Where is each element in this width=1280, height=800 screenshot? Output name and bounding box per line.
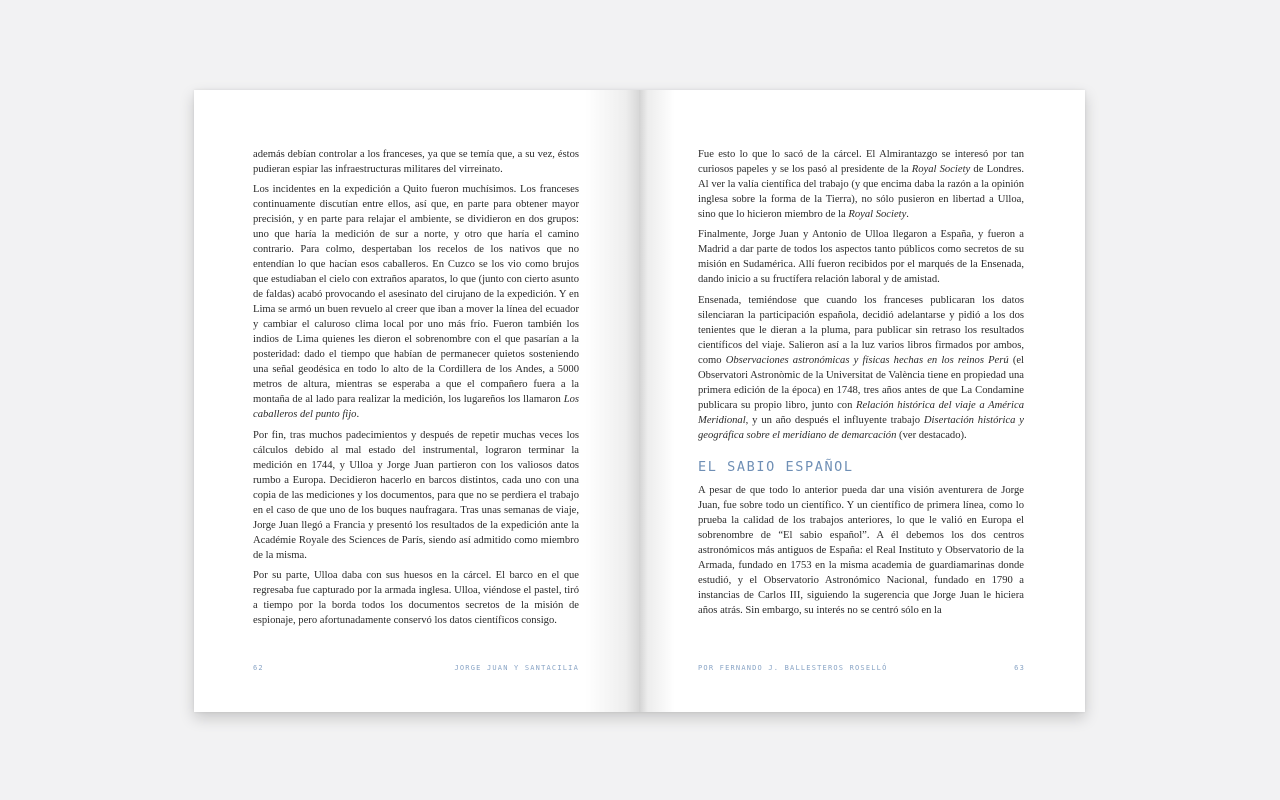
right-page bbox=[639, 90, 1085, 712]
text-run: Por fin, tras muchos padecimientos y después de repetir muchas veces los cálculos debido al mal estado del instrumental, lograron terminar la medición en 1744, y Ulloa y Jorge Juan partieron con los valiosos datos rumbo a Europa. Decidieron hacerlo en barcos distintos, cada uno con una copia de las mediciones y los documentos, para que no se perdiera el trabajo en el caso de que uno de los buques naufragara. Tras unas semanas de viaje, Jorge Juan llegó a Francia y presentó los resultados de la expedición ante la Académie Royale des Sciences de París, siendo así admitido como miembro de la misma. bbox=[253, 429, 579, 561]
open-book bbox=[194, 90, 1085, 712]
page-number-left: 62 bbox=[253, 664, 264, 672]
text-run: Finalmente, Jorge Juan y Antonio de Ulloa llegaron a España, y fueron a Madrid a dar parte de todos los aspectos tanto públicos como secretos de su misión en Sudamérica. Allí fueron recibidos por el marqués de la Ensenada, dando inicio a su fructífera relación laboral y de amistad. bbox=[698, 229, 1024, 286]
italic-text: Royal Society bbox=[848, 209, 907, 220]
paragraph bbox=[698, 227, 1024, 287]
right-page-body bbox=[698, 147, 1024, 623]
right-page-paragraphs-after bbox=[698, 483, 1024, 618]
left-page bbox=[194, 90, 639, 712]
paragraph bbox=[698, 147, 1024, 222]
paragraph bbox=[253, 568, 579, 628]
running-author: POR FERNANDO J. BALLESTEROS ROSELLÓ bbox=[698, 664, 888, 672]
text-run: (ver destacado). bbox=[896, 429, 967, 441]
italic-text: Disertación histórica y geográfica sobre el meridiano de demarcación bbox=[698, 414, 1025, 441]
text-run: de Londres. Al ver la valía científica del trabajo (y que encima daba la razón a la opinión inglesa sobre la forma de la Tierra), no sólo pusieron en libertad a Ulloa, sino que lo hicieron miembro de la bbox=[698, 164, 1024, 220]
page-number-right: 63 bbox=[1014, 664, 1025, 672]
italic-text: Observaciones astronómicas y físicas hechas en los reinos Perú bbox=[725, 354, 1009, 366]
text-run: Ensenada, temiéndose que cuando los franceses publicaran los datos silenciaran la participación española, decidió adelantarse y pidió a los dos tenientes que le dieran a la pluma, para publicar sin retraso los resultados científicos del viaje. Salieron así a la luz varios libros firmados por ambos, como bbox=[698, 294, 1024, 366]
text-run: , y un año después el influyente trabajo bbox=[745, 414, 924, 426]
section-heading: EL SABIO ESPAÑOL bbox=[698, 458, 854, 475]
right-page-paragraphs bbox=[698, 147, 1024, 443]
text-run: A pesar de que todo lo anterior pueda dar una visión aventurera de Jorge Juan, fue sobre todo un científico. Y un científico de primera línea, como lo prueba la calidad de los trabajos anteriores, lo que le valió en Europa el sobrenombre de “El sabio español”. A él debemos los dos centros astronómicos más antiguos de España: el Real Instituto y Observatorio de la Armada, fundado en 1753 en la misma academia de guardiamarinas donde estudió, y el Observatorio Astronómico Nacional, fundado en 1790 a instancias de Carlos III, siguiendo la sugerencia que Jorge Juan le hiciera años atrás. Sin embargo, su interés no se centró sólo en la bbox=[698, 484, 1024, 616]
text-run: Los incidentes en la expedición a Quito fueron muchísimos. Los franceses continuamente discutían entre ellos, así que, en parte para obtener mayor precisión, y en parte para relajar el ambiente, se dividieron en dos grupos: uno que haría la medición de sur a norte, y otro que haría el camino contrario. Para colmo, despertaban los recelos de los nativos que no entendían lo que hacían esos caballeros. En Cuzco se los vio como brujos que estudiaban el cielo con extraños aparatos, lo que (junto con cierto asunto de faldas) acabó provocando el asesinato del cirujano de la expedición. Y en Lima se armó un buen revuelo al creer que iban a mover la línea del ecuador y cambiar el caluroso clima local por uno más frío. Fueron también los indios de Lima quienes les dieron el sobrenombre con el que pasarían a la posteridad: dado el tiempo que habían de permanecer quietos sosteniendo una señal geodésica en todo lo alto de la Cordillera de los Andes, a 5000 metros de altura, mientras se esperaba a que el compañero fuera a la montaña de al lado para realizar la medición, los lugareños los llamaron bbox=[253, 184, 579, 406]
italic-text: Los caballeros del punto fijo bbox=[253, 394, 579, 421]
text-run: además debían controlar a los franceses, ya que se temía que, a su vez, éstos pudieran espiar las infraestructuras militares del virreinato. bbox=[253, 149, 579, 175]
paragraph bbox=[698, 483, 1024, 618]
text-run: . bbox=[906, 209, 909, 220]
text-run: . bbox=[356, 409, 360, 421]
paragraph bbox=[253, 147, 579, 177]
paragraph bbox=[698, 293, 1024, 443]
text-run: Fue esto lo que lo sacó de la cárcel. El Almirantazgo se interesó por tan curiosos papeles y se los pasó al presidente de la bbox=[698, 149, 1024, 175]
left-page-body bbox=[253, 147, 579, 634]
italic-text: Relación histórica del viaje a América Meridional bbox=[698, 399, 1024, 426]
italic-text: Royal Society bbox=[911, 164, 971, 175]
paragraph bbox=[253, 182, 579, 422]
text-run: (el Observatori Astronòmic de la Universitat de València tiene en propiedad una primera edición de la época) en 1748, tres años antes de que La Condamine publicara su propio libro, junto con bbox=[698, 354, 1024, 411]
paragraph bbox=[253, 428, 579, 563]
running-title: JORGE JUAN Y SANTACILIA bbox=[454, 664, 579, 672]
text-run: Por su parte, Ulloa daba con sus huesos en la cárcel. El barco en el que regresaba fue capturado por la armada inglesa. Ulloa, viéndose el pastel, tiró a tiempo por la borda todos los documentos secretos de la misión de espionaje, pero afortunadamente conservó los datos científicos consigo. bbox=[253, 570, 579, 627]
